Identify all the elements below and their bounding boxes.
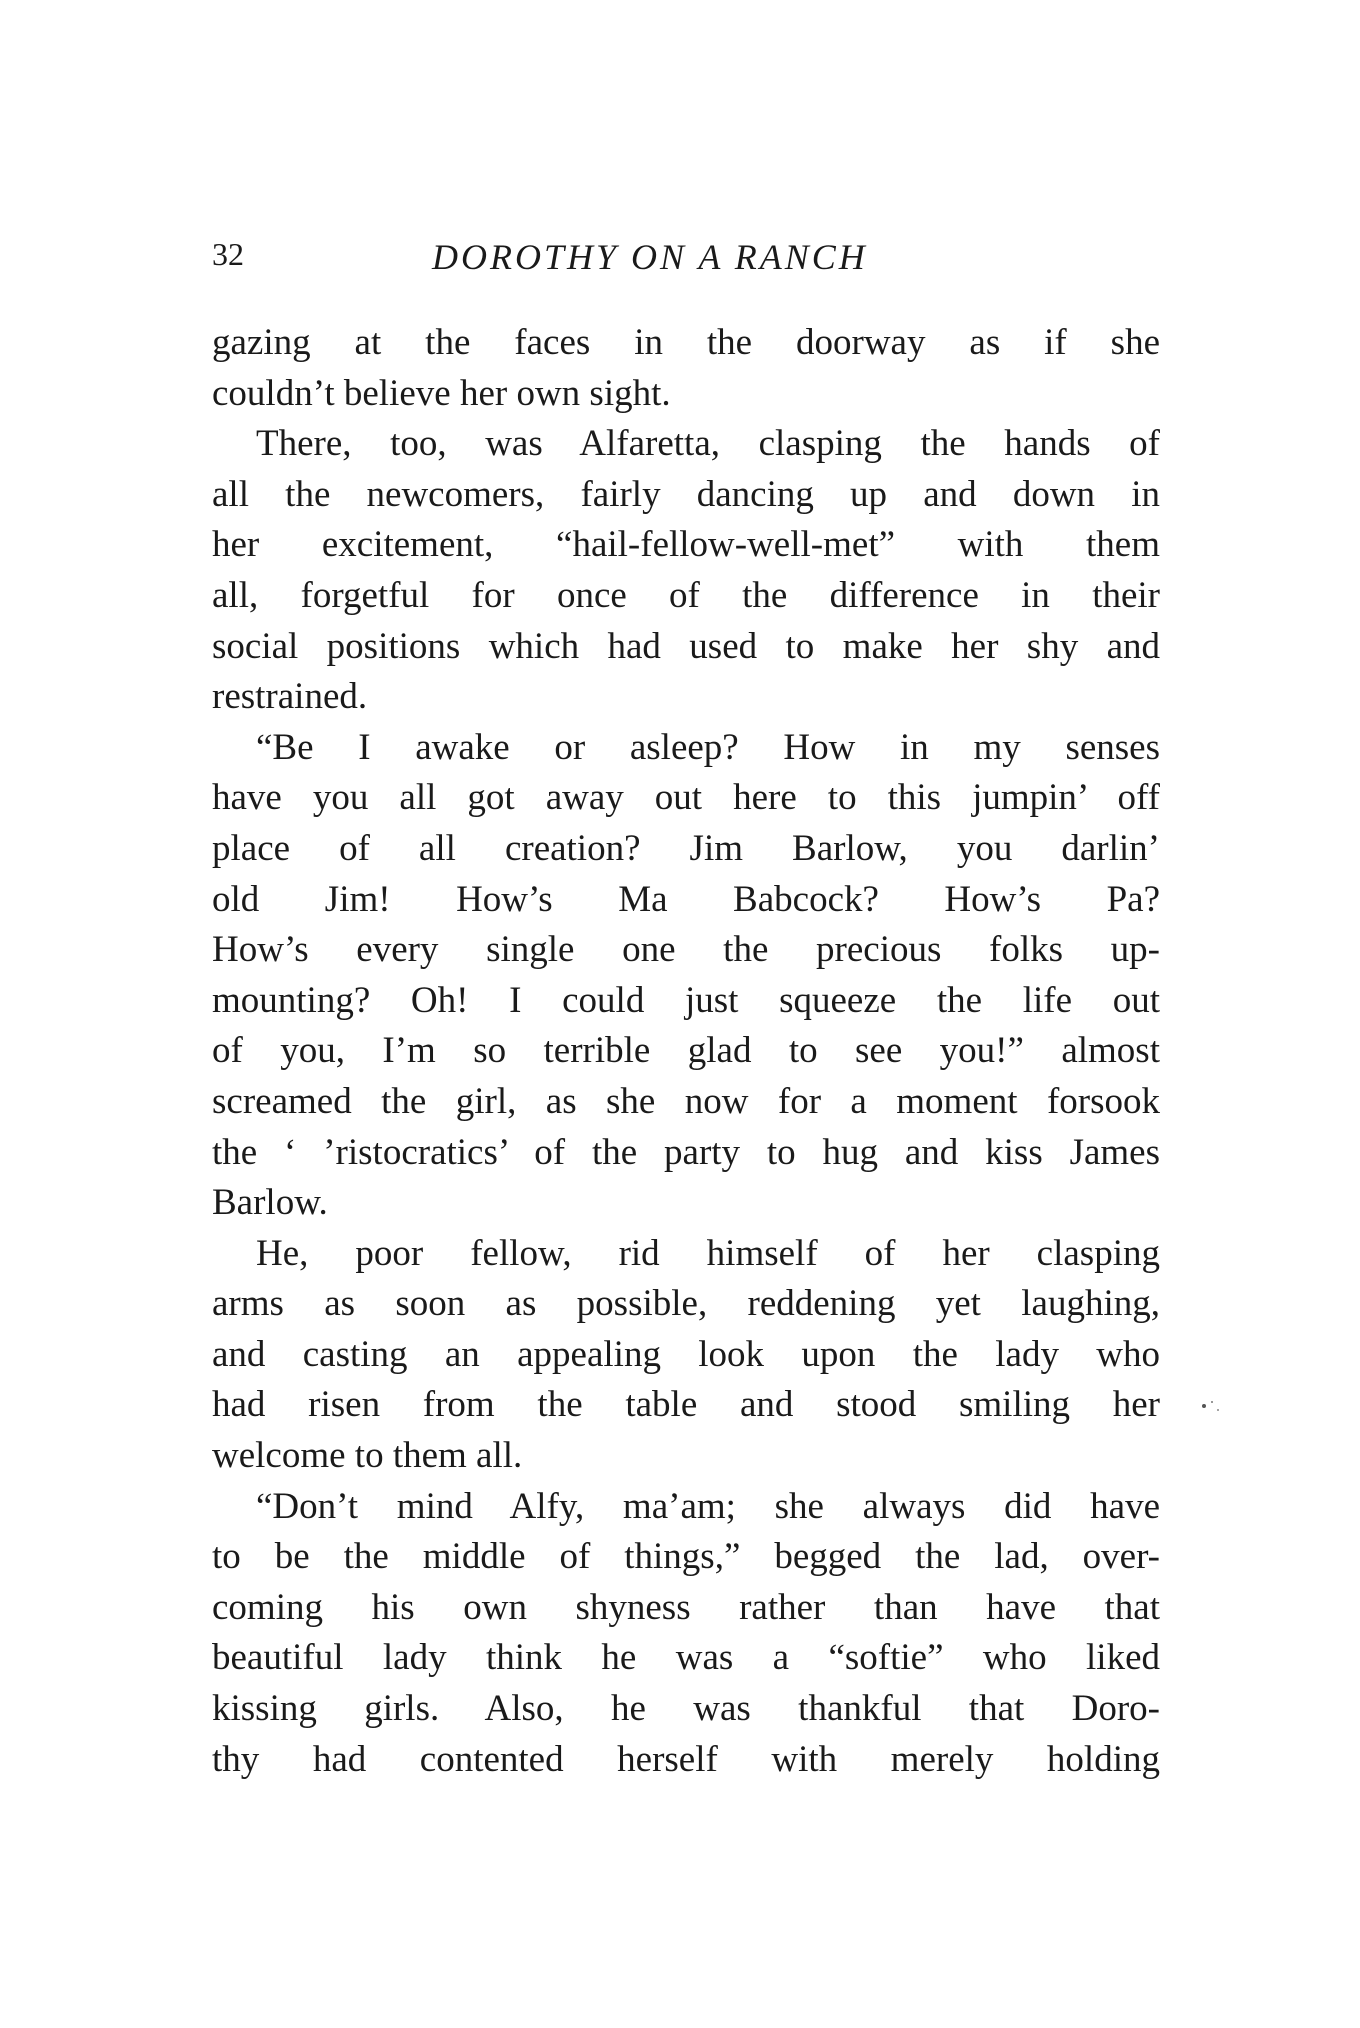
text-line: kissing girls. Also, he was thankful that Doro-: [212, 1688, 1160, 1730]
text-line: had risen from the table and stood smiling her: [212, 1384, 1160, 1426]
text-line: There, too, was Alfaretta, clasping the hands of: [256, 423, 1160, 465]
text-line: have you all got away out here to this jumpin’ off: [212, 777, 1160, 819]
text-line: the ‘ ’ristocratics’ of the party to hug and kiss James: [212, 1131, 1160, 1173]
text-line: and casting an appealing look upon the lady who: [212, 1333, 1160, 1375]
scan-speck-mark: [1196, 1392, 1236, 1422]
text-line: Barlow.: [212, 1182, 328, 1224]
text-line: place of all creation? Jim Barlow, you darlin’: [212, 827, 1160, 869]
page-number: 32: [212, 236, 244, 272]
text-line: How’s every single one the precious folks up-: [212, 929, 1160, 971]
text-line: all the newcomers, fairly dancing up and down in: [212, 473, 1160, 515]
text-line: “Be I awake or asleep? How in my senses: [256, 726, 1160, 768]
body-text: [212, 318, 1160, 1785]
page-header: [212, 236, 1172, 286]
text-line: He, poor fellow, rid himself of her clasping: [256, 1232, 1160, 1274]
text-line: beautiful lady think he was a “softie” who liked: [212, 1637, 1160, 1679]
text-line: her excitement, “hail-fellow-well-met” with them: [212, 524, 1160, 566]
running-head: DOROTHY ON A RANCH: [432, 237, 868, 277]
text-line: arms as soon as possible, reddening yet laughing,: [212, 1283, 1160, 1325]
text-line: social positions which had used to make her shy and: [212, 625, 1160, 667]
text-line: all, forgetful for once of the difference in their: [212, 574, 1160, 616]
text-line: of you, I’m so terrible glad to see you!” almost: [212, 1030, 1160, 1072]
text-line: gazing at the faces in the doorway as if she: [212, 322, 1160, 363]
text-line: “Don’t mind Alfy, ma’am; she always did have: [256, 1485, 1160, 1527]
text-line: thy had contented herself with merely holding: [212, 1738, 1160, 1780]
text-line: to be the middle of things,” begged the lad, over-: [212, 1536, 1160, 1578]
text-line: mounting? Oh! I could just squeeze the life out: [212, 979, 1160, 1021]
text-line: screamed the girl, as she now for a moment forsook: [212, 1080, 1160, 1122]
text-line: old Jim! How’s Ma Babcock? How’s Pa?: [212, 878, 1160, 920]
text-line: welcome to them all.: [212, 1435, 523, 1477]
text-line: coming his own shyness rather than have that: [212, 1586, 1160, 1628]
text-line: couldn’t believe her own sight.: [212, 372, 671, 414]
text-line: restrained.: [212, 676, 368, 718]
